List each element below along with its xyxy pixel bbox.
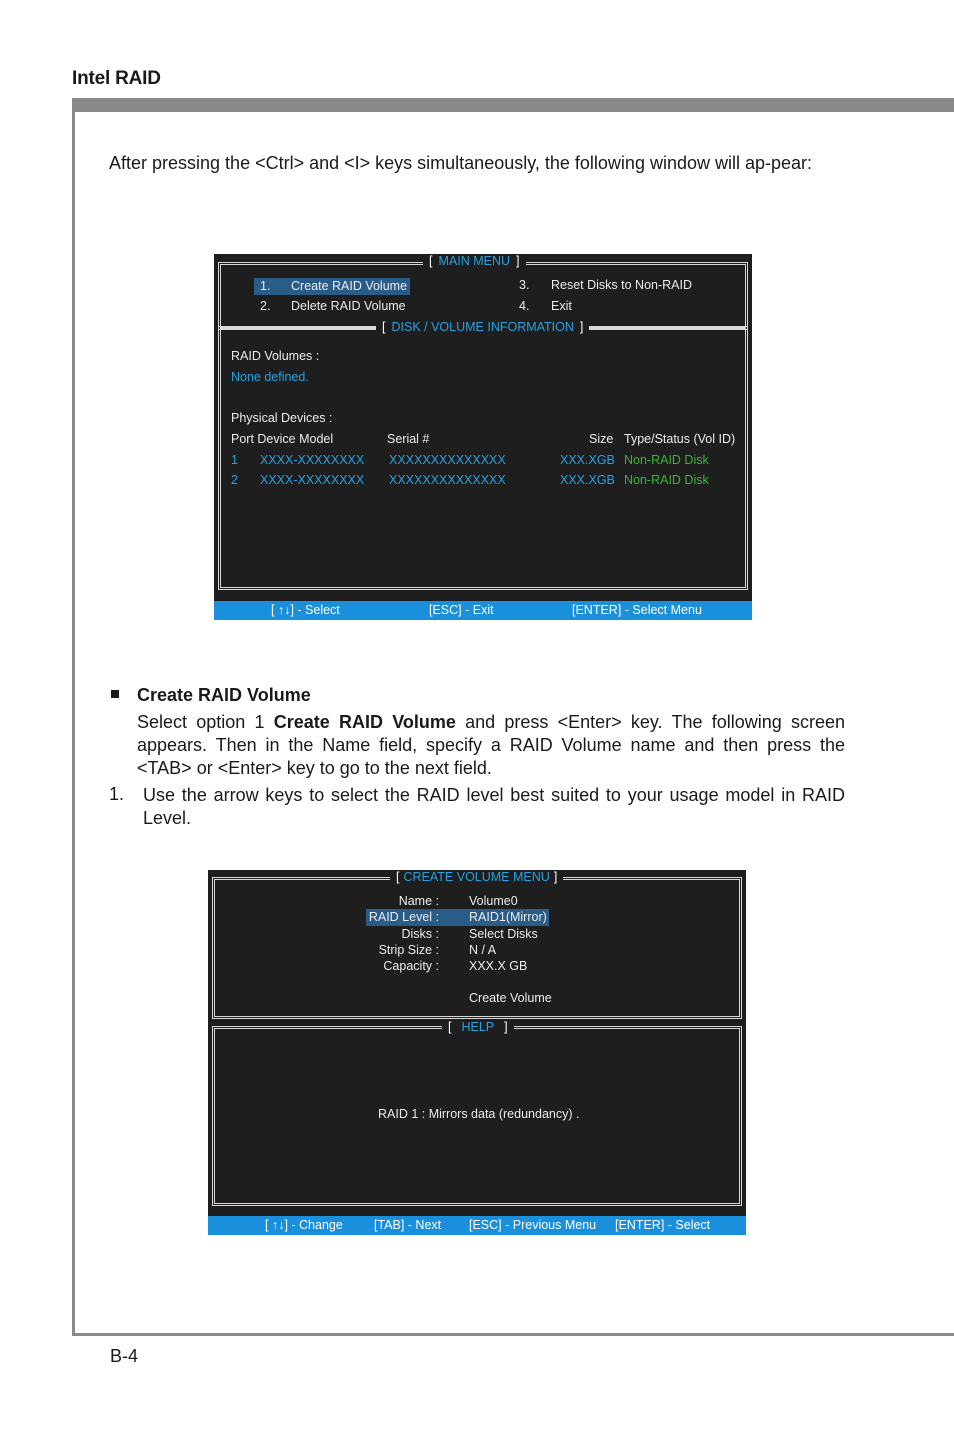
device-serial: XXXXXXXXXXXXXX — [389, 453, 506, 467]
help-title: [ HELP ] — [442, 1020, 514, 1034]
menu-item-reset-disks[interactable]: 3. Reset Disks to Non-RAID — [519, 278, 693, 292]
menu-item-exit[interactable]: 4. Exit — [519, 299, 572, 313]
field-value: N / A — [469, 943, 497, 957]
raid-volumes-value: None defined. — [231, 370, 309, 384]
device-port: 2 — [231, 473, 238, 487]
create-volume-button[interactable]: Create Volume — [469, 991, 552, 1005]
field-raid-level[interactable] — [366, 909, 549, 926]
device-type: Non-RAID Disk — [624, 473, 709, 487]
device-model: XXXX-XXXXXXXX — [260, 453, 365, 467]
field-label: RAID Level : — [368, 910, 439, 924]
status-previous-menu: [ESC] - Previous Menu — [469, 1218, 597, 1232]
bios-main-menu-screen — [214, 254, 752, 620]
header-port-model: Port Device Model — [231, 432, 334, 446]
physical-devices-label: Physical Devices : — [231, 411, 333, 425]
status-bar — [214, 601, 752, 620]
main-menu-title: [ MAIN MENU ] — [423, 254, 526, 268]
device-size: XXX.XGB — [560, 473, 615, 487]
field-value: RAID1(Mirror) — [469, 910, 547, 924]
page-number: B-4 — [110, 1346, 139, 1366]
field-value: Volume0 — [469, 894, 518, 908]
status-select: [ ↑↓] - Select — [271, 603, 340, 617]
device-model: XXXX-XXXXXXXX — [260, 473, 365, 487]
status-next: [TAB] - Next — [374, 1218, 442, 1232]
intro-paragraph: After pressing the <Ctrl> and <I> keys simultaneously, the following window will ap-pear: — [109, 153, 813, 173]
field-label: Name : — [398, 894, 439, 908]
status-exit: [ESC] - Exit — [429, 603, 494, 617]
step-number: 1. — [109, 784, 125, 804]
device-type: Non-RAID Disk — [624, 453, 709, 467]
desc-text: Select option 1 — [137, 712, 274, 732]
bullet-square-icon — [111, 690, 119, 698]
menu-item-create-raid-volume[interactable]: 1. Create RAID Volume — [254, 278, 410, 295]
header-size: Size — [589, 432, 614, 446]
create-raid-volume-heading: Create RAID Volume — [137, 685, 311, 705]
header-rule — [72, 98, 954, 112]
desc-text: and press <Enter> key. The following screen appears. Then in the Name field, specify a RAID Volume name and then press the <TAB> or <Enter> key to go to the next field. — [137, 712, 845, 778]
section-title: Intel RAID — [72, 68, 161, 89]
help-text: RAID 1 : Mirrors data (redundancy) . — [378, 1107, 580, 1121]
field-value: Select Disks — [469, 927, 538, 941]
header-serial: Serial # — [387, 432, 430, 446]
status-bar — [208, 1216, 746, 1235]
disk-info-title: [ DISK / VOLUME INFORMATION ] — [376, 320, 589, 334]
status-enter: [ENTER] - Select Menu — [572, 603, 702, 617]
device-size: XXX.XGB — [560, 453, 615, 467]
side-rule — [72, 98, 75, 1336]
status-select: [ENTER] - Select — [615, 1218, 711, 1232]
create-volume-title: [ CREATE VOLUME MENU ] — [390, 870, 563, 884]
device-port: 1 — [231, 453, 238, 467]
desc-bold-option: Create RAID Volume — [273, 712, 456, 732]
header-type: Type/Status (Vol ID) — [624, 432, 736, 446]
device-serial: XXXXXXXXXXXXXX — [389, 473, 506, 487]
bios-create-volume-screen — [208, 870, 746, 1235]
menu-item-delete-raid-volume[interactable]: 2. Delete RAID Volume — [260, 299, 406, 313]
field-label: Strip Size : — [378, 943, 439, 957]
status-change: [ ↑↓] - Change — [265, 1218, 343, 1232]
create-raid-volume-description — [137, 711, 845, 780]
field-label: Capacity : — [383, 959, 439, 973]
footer-rule — [72, 1333, 954, 1336]
step-text: Use the arrow keys to select the RAID level best suited to your usage model in RAID Level. — [143, 785, 845, 828]
raid-volumes-label: RAID Volumes : — [231, 349, 320, 363]
field-value: XXX.X GB — [469, 959, 528, 973]
field-label: Disks : — [401, 927, 439, 941]
